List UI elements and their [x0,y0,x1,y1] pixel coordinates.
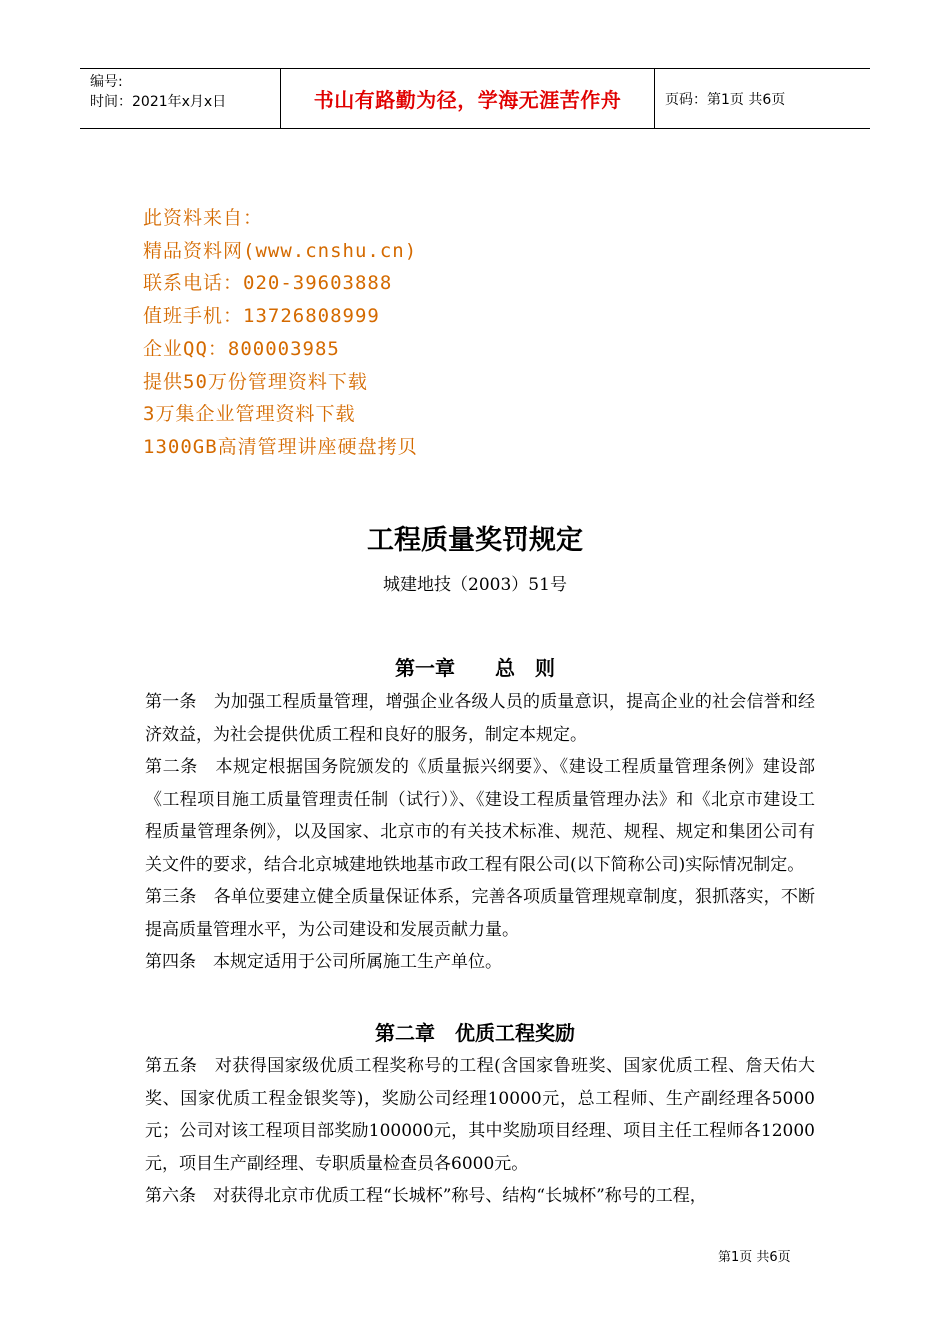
promo-line: 联系电话：020-39603888 [143,272,393,295]
number-label: 编号: [90,74,123,90]
motto: 书山有路勤为径，学海无涯苦作舟 [281,69,655,128]
promo-line: 1300GB高清管理讲座硬盘拷贝 [143,435,418,458]
promo-line: 企业QQ：800003985 [143,337,340,360]
promo-line: 精品资料网(www.cnshu.cn) [143,239,418,262]
article-paragraph: 第一条 为加强工程质量管理，增强企业各级人员的质量意识，提高企业的社会信誉和经济效益，为社会提供优质工程和良好的服务，制定本规定。 [145,692,815,745]
promo-line: 提供50万份管理资料下载 [143,370,368,393]
article-paragraph: 第四条 本规定适用于公司所属施工生产单位。 [145,952,502,972]
promo-line: 此资料来自： [143,207,264,229]
header-table [80,68,870,129]
promo-block [143,202,418,464]
chapter-1-body [145,686,815,979]
page-code: 页码：第1页 共6页 [665,91,786,108]
document-title: 工程质量奖罚规定 [367,525,583,556]
time-label: 时间：2021年x月x日 [90,94,227,110]
document-subtitle: 城建地技（2003）51号 [383,575,567,595]
article-paragraph: 第二条 本规定根据国务院颁发的《质量振兴纲要》、《建设工程质量管理条例》建设部《工程项目施工质量管理责任制（试行）》、《建设工程质量管理办法》和《北京市建设工程质量管理条例》，以及国家、北京市的有关技术标准、规范、规程、规定和集团公司有关文件的要求，结合北京城建地铁地基市政工程有限公司(以下简称公司)实际情况制定。 [145,757,815,875]
article-paragraph: 第六条 对获得北京市优质工程“长城杯”称号、结构“长城杯”称号的工程， [145,1186,707,1206]
chapter-2-heading: 第二章 优质工程奖励 [375,1021,575,1045]
chapter-2-body [145,1050,815,1213]
header-info-cell [80,69,281,128]
promo-line: 值班手机：13726808999 [143,305,380,328]
article-paragraph: 第五条 对获得国家级优质工程奖称号的工程(含国家鲁班奖、国家优质工程、詹天佑大奖、国家优质工程金银奖等)，奖励公司经理10000元，总工程师、生产副经理各5000元；公司对该工程项目部奖励100000元，其中奖励项目经理、项目主任工程师各12000元，项目生产副经理、专职质量检查员各6000元。 [145,1056,815,1174]
article-paragraph: 第三条 各单位要建立健全质量保证体系，完善各项质量管理规章制度，狠抓落实，不断提高质量管理水平，为公司建设和发展贡献力量。 [145,887,815,940]
footer-page-number: 第1页 共6页 [718,1250,791,1265]
promo-line: 3万集企业管理资料下载 [143,403,356,426]
chapter-1-heading: 第一章 总 则 [395,656,555,680]
